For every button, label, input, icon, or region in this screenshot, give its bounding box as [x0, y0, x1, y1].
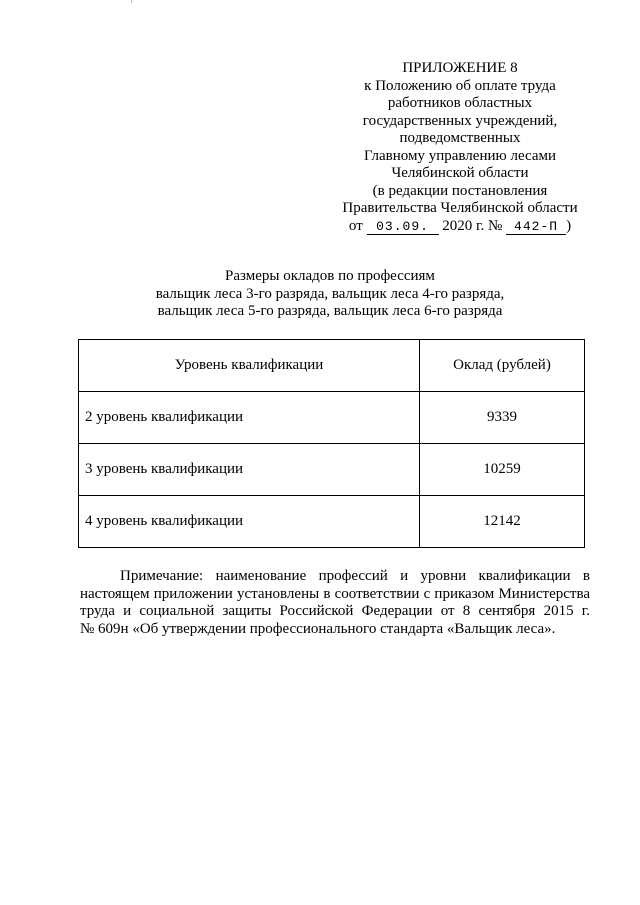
header-line: (в редакции постановления	[372, 182, 548, 199]
header-line: Челябинской области	[391, 165, 529, 181]
handwritten-number: 442-П	[506, 220, 566, 235]
header-line: подведомственных	[399, 130, 521, 146]
table-row	[79, 496, 585, 548]
header-line: Правительства Челябинской области	[342, 200, 578, 216]
column-header-salary: Оклад (рублей)	[420, 340, 585, 392]
closing-paren: )	[566, 217, 572, 234]
table-header-row	[79, 340, 585, 392]
note-line: Примечание: наименование профессий и уровни квалификации в	[120, 568, 590, 584]
salary-table	[78, 339, 585, 548]
date-prefix: от	[348, 217, 363, 234]
level-cell: 3 уровень квалификации	[79, 444, 420, 496]
heading-line: Размеры окладов по профессиям	[225, 268, 435, 284]
note-line: труда и социальной защиты Российской Федерации от 8 сентября 2015 г.	[80, 603, 590, 619]
table-row	[79, 444, 585, 496]
header-date-line	[330, 218, 590, 236]
handwritten-date: 03.09.	[367, 220, 439, 235]
level-cell: 4 уровень квалификации	[79, 496, 420, 548]
year-text: 2020 г. №	[442, 217, 503, 234]
table-heading	[100, 268, 560, 321]
table-row	[79, 392, 585, 444]
salary-cell: 12142	[420, 496, 585, 548]
salary-cell: 10259	[420, 444, 585, 496]
column-header-level: Уровень квалификации	[79, 340, 420, 392]
heading-line: вальщик леса 5-го разряда, вальщик леса 6-го разряда	[157, 303, 503, 319]
header-line: к Положению об оплате труда	[364, 77, 556, 94]
header-line: Главному управлению лесами	[363, 147, 556, 164]
header-line: государственных учреждений,	[362, 112, 558, 129]
appendix-header	[330, 60, 590, 235]
note-line: настоящем приложении установлены в соответствии с приказом Министерства	[80, 585, 590, 602]
header-line: работников областных	[387, 95, 533, 111]
note-paragraph	[80, 568, 590, 638]
note-line: № 609н «Об утверждении профессионального стандарта «Вальщик леса».	[80, 620, 556, 637]
appendix-title: ПРИЛОЖЕНИЕ 8	[402, 60, 518, 76]
scan-mark	[131, 0, 132, 3]
heading-line: вальщик леса 3-го разряда, вальщик леса 4-го разряда,	[155, 285, 505, 302]
salary-cell: 9339	[420, 392, 585, 444]
level-cell: 2 уровень квалификации	[79, 392, 420, 444]
